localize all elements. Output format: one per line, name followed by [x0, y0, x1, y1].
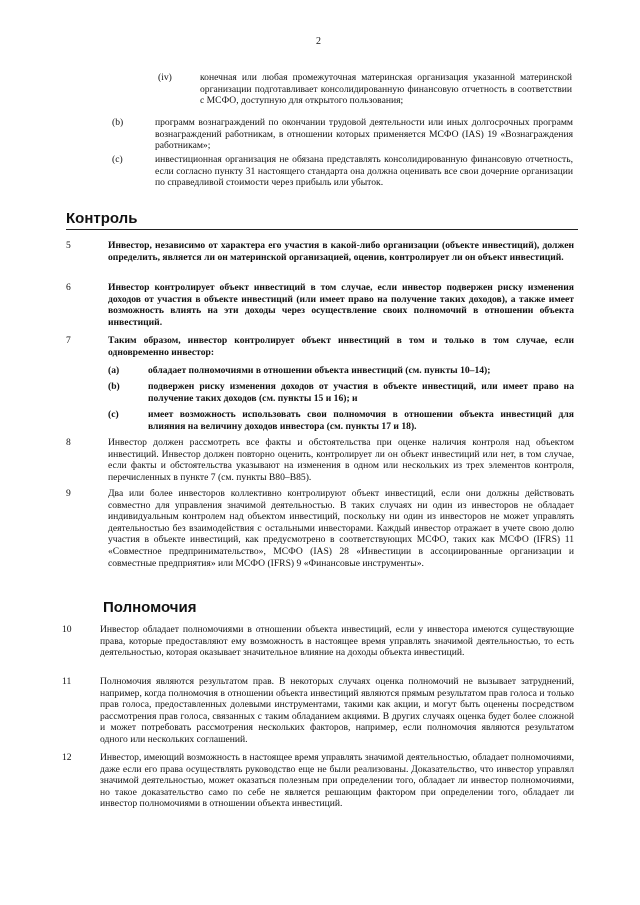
paragraph-number: 12: [62, 752, 72, 763]
section-heading-powers: Полномочия: [103, 599, 197, 616]
paragraph-text: Инвестор должен рассмотреть все факты и обстоятельства при оценке наличия контроля над объектом инвестиций. Инвестор должен повторно оценить, контролирует ли он объект инвестиций или нет, в том случае, если факты и обстоятельства указывают на изменения в одном или нескольких из трех элементов контроля, перечисленных в пункте 7 (см. пункты B80–B85).: [108, 437, 574, 483]
paragraph-number: 8: [66, 437, 71, 448]
list-item-text: конечная или любая промежуточная материнская организация указанной материнской организации подготавливает консолидированную финансовую отчетность в соответствии с МСФО, доступную для открытого пользования;: [200, 72, 572, 107]
list-item-label: (iv): [158, 72, 172, 83]
list-item-text: инвестиционная организация не обязана представлять консолидированную финансовую отчетность, если согласно пункту 31 настоящего стандарта она должна оценивать все свои дочерние организации по справедливой стоимости через прибыль или убыток.: [155, 154, 573, 189]
page-number: 2: [316, 36, 321, 47]
paragraph-text: Таким образом, инвестор контролирует объект инвестиций в том и только в том случае, если одновременно инвестор:: [108, 335, 574, 358]
heading-rule: [66, 229, 578, 230]
list-item-text: программ вознаграждений по окончании трудовой деятельности или иных долгосрочных программ вознаграждений работникам, в отношении которых применяется МСФО (IAS) 19 «Вознаграждения работникам»;: [155, 117, 573, 152]
paragraph-number: 6: [66, 282, 71, 293]
list-item-label: (b): [112, 117, 124, 128]
paragraph-text: Полномочия являются результатом прав. В некоторых случаях оценка полномочий не вызывает затруднений, например, когда полномочия в отношении объекта инвестиций являются прямым результатом прав голоса и только прав голоса, предоставленных долевыми инструментами, такими как акции, и могут быть оценены посредством рассмотрения прав голоса, связанных с таким обладанием акциями. В других случаях оценка будет более сложной и может потребовать рассмотрения нескольких факторов, например, если полномочия являются результатом одного или нескольких соглашений.: [100, 676, 574, 745]
paragraph-text: Инвестор обладает полномочиями в отношении объекта инвестиций, если у инвестора имеются существующие права, которые предоставляют ему возможность в настоящее время управлять значимой деятельностью, то есть деятельностью, которая оказывает значительное влияние на доходы объекта инвестиций.: [100, 624, 574, 659]
paragraph-text: Инвестор контролирует объект инвестиций в том случае, если инвестор подвержен риску изменения доходов от участия в объекте инвестиций (или имеет право на получение таких доходов), а также имеет возможность влиять на эти доходы через осуществление своих полномочий в отношении объекта инвестиций.: [108, 282, 574, 328]
paragraph-number: 9: [66, 488, 71, 499]
sub-item-label: (b): [108, 381, 120, 392]
paragraph-number: 10: [62, 624, 72, 635]
paragraph-text: Инвестор, независимо от характера его участия в какой-либо организации (объекте инвестиций), должен определить, является ли он материнской организацией, оценив, контролирует ли он объект инвестиций.: [108, 240, 574, 263]
sub-item-text: имеет возможность использовать свои полномочия в отношении объекта инвестиций для влияния на величину доходов инвестора (см. пункты 17 и 18).: [148, 409, 574, 432]
list-item-label: (c): [112, 154, 123, 165]
paragraph-text: Два или более инвесторов коллективно контролируют объект инвестиций, если они должны действовать совместно для управления значимой деятельностью. В таких случаях ни один из инвесторов не обладает индивидуальным контролем над объектом инвестиций, поскольку ни один из инвесторов не может управлять деятельностью без взаимодействия с остальными инвесторами. Каждый инвестор отражает в учете свою долю участия в объекте инвестиций, как предусмотрено в соответствующих МСФО, таких как МСФО (IFRS) 11 «Совместное предпринимательство», МСФО (IAS) 28 «Инвестиции в ассоциированные организации и совместные предприятия» или МСФО (IFRS) 9 «Финансовые инструменты».: [108, 488, 574, 569]
paragraph-text: Инвестор, имеющий возможность в настоящее время управлять значимой деятельностью, обладает полномочиями, даже если его права осуществлять руководство еще не были реализованы. Доказательство, что инвестор управлял значимой деятельностью, может оказаться полезным при определении того, обладает ли инвестор полномочиями, но такое доказательство само по себе не является решающим фактором при определении того, обладает ли инвестор полномочиями в отношении объекта инвестиций.: [100, 752, 574, 810]
section-heading-control: Контроль: [66, 210, 138, 227]
sub-item-text: подвержен риску изменения доходов от участия в объекте инвестиций, или имеет право на получение таких доходов (см. пункты 15 и 16); и: [148, 381, 574, 404]
paragraph-number: 5: [66, 240, 71, 251]
sub-item-label: (a): [108, 365, 120, 376]
paragraph-number: 7: [66, 335, 71, 346]
paragraph-number: 11: [62, 676, 72, 687]
sub-item-label: (c): [108, 409, 119, 420]
sub-item-text: обладает полномочиями в отношении объекта инвестиций (см. пункты 10–14);: [148, 365, 491, 376]
